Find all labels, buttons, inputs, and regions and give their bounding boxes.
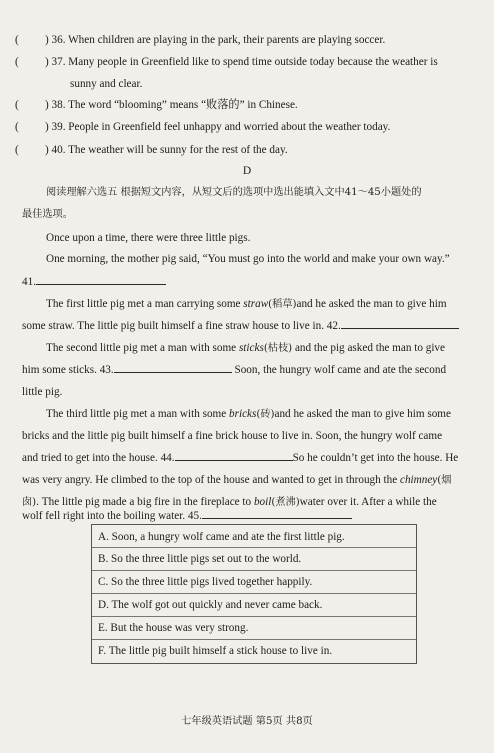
blank-41[interactable] — [22, 275, 166, 289]
blank-45-line[interactable] — [202, 509, 352, 519]
gloss-bricks: (砖) — [256, 409, 275, 420]
blank-42-line[interactable] — [341, 319, 459, 329]
gloss-boil: (煮沸) — [271, 497, 300, 508]
answer-bracket: ( — [15, 99, 19, 111]
gloss-straw: (稻草) — [268, 299, 297, 310]
story-paragraph-3 — [46, 297, 447, 312]
story-paragraph-5-line5 — [22, 495, 437, 510]
story-paragraph-5-line2: bricks and the little pig built himself a fine brick house to live in. Soon, the hungry wolf came — [22, 430, 443, 442]
option-f: F. The little pig built himself a stick house to live in. — [98, 645, 333, 657]
text-span: wolf fell right into the boiling water. 45. — [22, 510, 202, 522]
text-span: The first little pig met a man carrying some — [46, 298, 244, 310]
story-paragraph-5-line6 — [22, 509, 352, 523]
story-paragraph-5-line3 — [22, 451, 458, 465]
divider — [92, 639, 416, 640]
text-span: water over it. After a while the — [299, 496, 437, 508]
question-40: ) 40. The weather will be sunny for the rest of the day. — [45, 144, 288, 156]
text-span: . The little pig made a big fire in the fireplace to — [36, 496, 254, 508]
text-span: and he asked the man to give him some — [274, 408, 451, 420]
option-a: A. Soon, a hungry wolf came and ate the first little pig. — [98, 531, 345, 543]
keyword-chimney: chimney — [400, 474, 438, 486]
question-37: ) 37. Many people in Greenfield like to spend time outside today because the weather is — [45, 56, 438, 68]
story-paragraph-4-end: little pig. — [22, 386, 63, 398]
text-span: and tried to get into the house. 44. — [22, 452, 175, 464]
gloss-sticks: (枯枝) — [263, 343, 293, 354]
gloss-chimney: (烟 — [437, 475, 452, 486]
blank-43-line[interactable] — [114, 363, 232, 373]
question-37-cont: sunny and clear. — [70, 78, 143, 90]
option-c: C. So the three little pigs lived together happily. — [98, 576, 313, 588]
option-e: E. But the house was very strong. — [98, 622, 249, 634]
story-paragraph-5 — [46, 407, 451, 422]
keyword-bricks: bricks — [229, 408, 257, 420]
story-paragraph-4-cont — [22, 363, 446, 377]
text-span: some straw. The little pig built himself a fine straw house to live in. 42. — [22, 320, 341, 332]
divider — [92, 547, 416, 548]
story-paragraph-1: Once upon a time, there were three little pigs. — [46, 232, 251, 244]
question-39: ) 39. People in Greenfield feel unhappy and worried about the weather today. — [45, 121, 391, 133]
section-heading: D — [242, 165, 252, 177]
blank-41-label: 41. — [22, 276, 36, 288]
story-paragraph-4 — [46, 341, 445, 356]
text-span: and he asked the man to give him — [296, 298, 447, 310]
answer-bracket: ( — [15, 34, 19, 46]
option-b: B. So the three little pigs set out to the world. — [98, 553, 302, 565]
page-footer: 七年级英语试题 第5页 共8页 — [181, 716, 313, 727]
instruction-line-1: 阅读理解六选五 根据短文内容，从短文后的选项中选出能填入文中41～45小题处的 — [46, 187, 422, 198]
text-span: The third little pig met a man with some — [46, 408, 230, 420]
gloss-chimney-cont: 囱) — [22, 497, 37, 508]
blank-44-line[interactable] — [175, 451, 293, 461]
text-span: and the pig asked the man to give — [292, 342, 445, 354]
question-36: ) 36. When children are playing in the park, their parents are playing soccer. — [45, 34, 386, 46]
answer-bracket: ( — [15, 144, 19, 156]
keyword-sticks: sticks — [238, 342, 264, 354]
text-span: Soon, the hungry wolf came and ate the second — [234, 364, 447, 376]
text-span: So he couldn’t get into the house. He — [292, 452, 459, 464]
keyword-boil: boil — [253, 496, 272, 508]
story-paragraph-3-cont — [22, 319, 459, 333]
options-box — [91, 524, 417, 664]
answer-bracket: ( — [15, 121, 19, 133]
option-d: D. The wolf got out quickly and never came back. — [98, 599, 323, 611]
text-span: The second little pig met a man with some — [46, 342, 239, 354]
instruction-line-2: 最佳选项。 — [22, 209, 73, 220]
story-paragraph-2: One morning, the mother pig said, “You must go into the world and make your own way.” — [46, 253, 450, 265]
question-38: ) 38. The word “blooming” means “败落的” in Chinese. — [45, 99, 298, 111]
divider — [92, 616, 416, 617]
story-paragraph-5-line4 — [22, 473, 451, 488]
text-span: him some sticks. 43. — [22, 364, 114, 376]
blank-41-line[interactable] — [36, 275, 166, 285]
divider — [92, 570, 416, 571]
divider — [92, 593, 416, 594]
text-span: was very angry. He climbed to the top of the house and wanted to get in through the — [22, 474, 400, 486]
answer-bracket: ( — [15, 56, 19, 68]
keyword-straw: straw — [243, 298, 269, 310]
